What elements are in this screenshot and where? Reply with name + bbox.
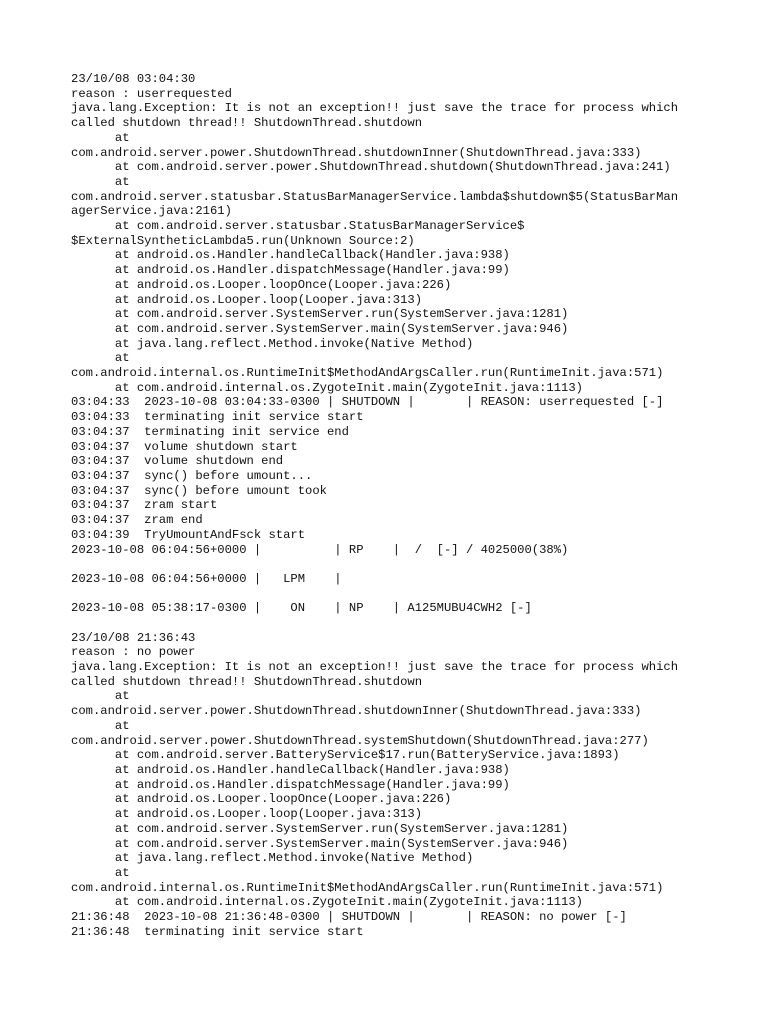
- log-line: called shutdown thread!! ShutdownThread.shutdown: [71, 674, 423, 689]
- log-line: agerService.java:2161): [71, 204, 232, 219]
- log-line: at android.os.Handler.dispatchMessage(Handler.java:99): [71, 777, 510, 792]
- log-line: at com.android.server.SystemServer.run(SystemServer.java:1281): [71, 821, 569, 836]
- log-line: 03:04:33 2023-10-08 03:04:33-0300 | SHUTDOWN | | REASON: userrequested [-]: [71, 395, 664, 410]
- log-line: [71, 557, 751, 572]
- log-line: at: [71, 174, 130, 189]
- log-line: com.android.server.statusbar.StatusBarManagerService.lambda$shutdown$5(StatusBarMan: [71, 189, 679, 204]
- log-line: at android.os.Looper.loopOnce(Looper.java:226): [71, 277, 452, 292]
- log-line: at java.lang.reflect.Method.invoke(Native Method): [71, 336, 474, 351]
- log-line: 03:04:37 volume shutdown end: [71, 454, 284, 469]
- log-line: [71, 616, 751, 631]
- log-line: at: [71, 130, 130, 145]
- log-line: [71, 587, 751, 602]
- log-line: at java.lang.reflect.Method.invoke(Native Method): [71, 851, 474, 866]
- log-line: 2023-10-08 06:04:56+0000 | LPM |: [71, 571, 342, 586]
- log-line: at com.android.server.SystemServer.main(SystemServer.java:946): [71, 321, 569, 336]
- log-line: 03:04:37 sync() before umount...: [71, 468, 313, 483]
- log-line: at: [71, 865, 130, 880]
- log-line: at android.os.Handler.dispatchMessage(Handler.java:99): [71, 263, 510, 278]
- log-line: 23/10/08 21:36:43: [71, 630, 196, 645]
- log-line: 21:36:48 terminating init service start: [71, 924, 364, 939]
- log-line: 03:04:37 zram end: [71, 513, 203, 528]
- log-line: at com.android.internal.os.ZygoteInit.main(ZygoteInit.java:1113): [71, 895, 583, 910]
- log-line: at: [71, 351, 130, 366]
- log-line: 21:36:48 2023-10-08 21:36:48-0300 | SHUTDOWN | | REASON: no power [-]: [71, 910, 627, 925]
- log-line: reason : userrequested: [71, 86, 232, 101]
- log-line: at android.os.Looper.loop(Looper.java:313): [71, 807, 423, 822]
- log-line: at com.android.internal.os.ZygoteInit.main(ZygoteInit.java:1113): [71, 380, 583, 395]
- log-line: $ExternalSyntheticLambda5.run(Unknown Source:2): [71, 233, 415, 248]
- log-line: 03:04:37 sync() before umount took: [71, 483, 327, 498]
- log-line: 2023-10-08 05:38:17-0300 | ON | NP | A125MUBU4CWH2 [-]: [71, 601, 532, 616]
- log-line: 23/10/08 03:04:30: [71, 72, 196, 86]
- log-line: at android.os.Handler.handleCallback(Handler.java:938): [71, 763, 510, 777]
- log-line: 03:04:37 volume shutdown start: [71, 439, 298, 454]
- log-line: 03:04:37 zram start: [71, 498, 218, 513]
- log-line: at android.os.Looper.loopOnce(Looper.java:226): [71, 792, 452, 807]
- log-line: java.lang.Exception: It is not an exception!! just save the trace for process which: [71, 660, 679, 675]
- log-line: at: [71, 718, 130, 733]
- log-line: at com.android.server.SystemServer.run(SystemServer.java:1281): [71, 307, 569, 322]
- log-line: com.android.server.power.ShutdownThread.systemShutdown(ShutdownThread.java:277): [71, 733, 649, 748]
- log-line: at com.android.server.SystemServer.main(SystemServer.java:946): [71, 836, 569, 851]
- log-line: at com.android.server.power.ShutdownThread.shutdown(ShutdownThread.java:241): [71, 160, 671, 175]
- log-line: 2023-10-08 06:04:56+0000 | | RP | / [-] / 4025000(38%): [71, 542, 569, 557]
- log-line: com.android.internal.os.RuntimeInit$MethodAndArgsCaller.run(RuntimeInit.java:571): [71, 366, 664, 381]
- log-line: at com.android.server.BatteryService$17.run(BatteryService.java:1893): [71, 748, 620, 763]
- log-line: com.android.internal.os.RuntimeInit$MethodAndArgsCaller.run(RuntimeInit.java:571): [71, 880, 664, 895]
- log-line: at android.os.Looper.loop(Looper.java:313): [71, 292, 423, 307]
- log-line: 03:04:39 TryUmountAndFsck start: [71, 527, 306, 542]
- log-line: 03:04:37 terminating init service end: [71, 424, 349, 439]
- log-line: at com.android.server.statusbar.StatusBarManagerService$: [71, 219, 525, 234]
- log-line: 03:04:33 terminating init service start: [71, 410, 364, 425]
- log-line: com.android.server.power.ShutdownThread.shutdownInner(ShutdownThread.java:333): [71, 145, 642, 160]
- log-document: [71, 72, 751, 939]
- log-line: at android.os.Handler.handleCallback(Handler.java:938): [71, 248, 510, 263]
- log-line: at: [71, 689, 130, 704]
- log-line: java.lang.Exception: It is not an exception!! just save the trace for process which: [71, 101, 679, 116]
- log-line: com.android.server.power.ShutdownThread.shutdownInner(ShutdownThread.java:333): [71, 704, 642, 719]
- log-line: called shutdown thread!! ShutdownThread.shutdown: [71, 116, 423, 131]
- log-line: reason : no power: [71, 645, 196, 660]
